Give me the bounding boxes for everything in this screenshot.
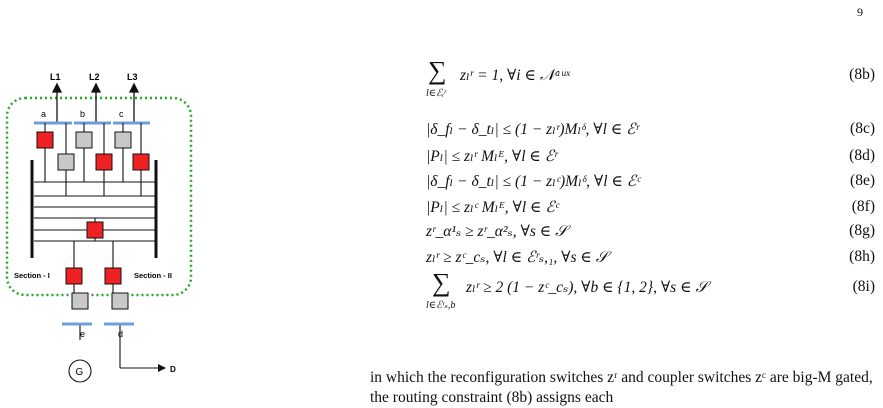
- sum-symbol: ∑: [432, 268, 451, 297]
- sum-subscript: l∈ℰʳₛ,b: [426, 300, 456, 311]
- equation-body: zₗʳ ≥ zᶜ_cₛ, ∀l ∈ ℰʳₛ,₁, ∀s ∈ 𝒮: [426, 249, 608, 266]
- bottom-label-d: d: [118, 329, 124, 339]
- switch-red-d: [105, 268, 121, 284]
- equation-8d: [370, 147, 875, 169]
- generator-label: G: [75, 367, 84, 378]
- equation-body: zₗʳ = 1, ∀i ∈ 𝒩ᵃᵘˣ: [460, 67, 570, 84]
- equation-8e: [370, 172, 875, 194]
- equation-number: (8f): [851, 198, 875, 215]
- page-number: 9: [857, 5, 863, 19]
- section-label-right: Section - II: [134, 271, 172, 280]
- equation-body: |δ_fₗ − δ_tₗ| ≤ (1 − zₗʳ)Mₗᵟ, ∀l ∈ ℰʳ: [426, 121, 640, 138]
- equation-body: |δ_fₗ − δ_tₗ| ≤ (1 − zₗᶜ)Mₗᵟ, ∀l ∈ ℰᶜ: [426, 173, 641, 190]
- equation-number: (8g): [849, 222, 875, 239]
- sum-subscript: l∈ℰᵢʳ: [426, 88, 447, 99]
- equation-8i: [370, 268, 875, 311]
- switch-gray-a: [58, 154, 74, 170]
- switch-gray-d: [112, 293, 128, 309]
- equation-body: zʳ_α¹ₛ ≥ zʳ_α²ₛ, ∀s ∈ 𝒮: [426, 223, 568, 240]
- output-label-l2: L2: [89, 72, 100, 82]
- demand-arrow: [158, 364, 166, 372]
- output-label-l1: L1: [50, 72, 61, 82]
- switch-gray-c: [115, 132, 131, 148]
- feeder-label-b: b: [80, 109, 86, 119]
- bottom-label-e: e: [80, 329, 86, 339]
- equation-number: (8e): [850, 172, 875, 189]
- switch-red-b: [96, 154, 112, 170]
- equation-8b: [370, 56, 875, 99]
- equation-body: |Pₗ| ≤ zₗᶜ Mₗᴱ, ∀l ∈ ℰᶜ: [426, 199, 559, 216]
- switch-gray-e: [72, 293, 88, 309]
- equation-number: (8i): [852, 278, 875, 295]
- equation-8c: [370, 120, 875, 142]
- equation-number: (8b): [849, 66, 875, 83]
- substation-diagram: [0, 0, 260, 400]
- equation-number: (8h): [849, 248, 875, 265]
- equation-number: (8c): [850, 120, 875, 137]
- equation-number: (8d): [849, 147, 875, 164]
- body-paragraph: in which the reconfiguration switches zʳ and coupler switches zᶜ are big-M gated, the routing constraint (8b) assigns each: [370, 369, 873, 406]
- switch-gray-b: [76, 132, 92, 148]
- equation-8g: [370, 222, 875, 244]
- equation-8h: [370, 248, 875, 270]
- equation-body: |Pₗ| ≤ zₗʳ Mₗᴱ, ∀l ∈ ℰʳ: [426, 148, 558, 165]
- switch-red-c: [133, 154, 149, 170]
- switch-red-a: [37, 132, 53, 148]
- feeder-label-c: c: [119, 109, 124, 119]
- switch-red-e: [66, 268, 82, 284]
- sum-symbol: ∑: [428, 56, 447, 85]
- equation-body: zₗʳ ≥ 2 (1 − zᶜ_cₛ), ∀b ∈ {1, 2}, ∀s ∈ 𝒮: [466, 279, 708, 296]
- section-label-left: Section - I: [14, 271, 50, 280]
- feeder-label-a: a: [41, 109, 47, 119]
- switch-coupler: [87, 222, 103, 238]
- output-label-l3: L3: [127, 72, 138, 82]
- demand-label: D: [170, 365, 176, 374]
- equation-8f: [370, 198, 875, 220]
